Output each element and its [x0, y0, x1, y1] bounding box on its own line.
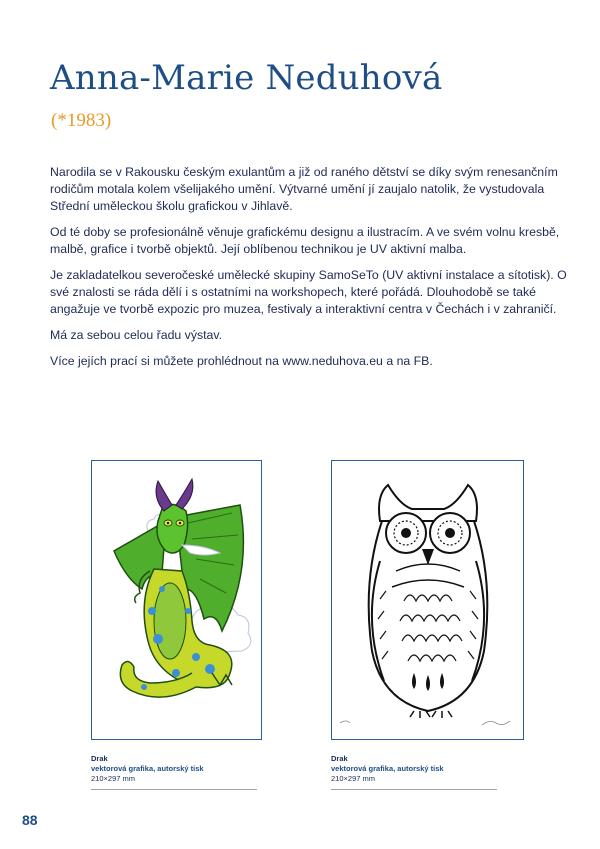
- bio-paragraph: Od té doby se profesionálně věnuje grafickému designu a ilustracím. A ve svém volnu kresbě, malbě, grafice i tvorbě objektů. Její oblíbenou technikou je UV aktivní malba.: [50, 225, 560, 256]
- birth-year: (*1983): [51, 110, 112, 131]
- caption-divider: [331, 789, 497, 790]
- artwork-size: 210×297 mm: [91, 774, 135, 783]
- bio-paragraph: Je zakladatelkou severočeské umělecké skupiny SamoSeTo (UV aktivní instalace a sítotisk). O své znalosti se ráda dělí i s ostatními na workshopech, které pořádá. Dlouhodobě se také angažuje ve tvorbě expozic pro muzea, festivaly a interaktivní centra v Čechách i v zahraničí.: [50, 268, 567, 316]
- page-number: 88: [22, 812, 38, 828]
- artwork-caption: [91, 754, 204, 784]
- artwork-technique: vektorová grafika, autorský tisk: [331, 764, 444, 773]
- artwork-title: Drak: [91, 754, 108, 763]
- bio-paragraph: Více jejích prací si můžete prohlédnout na www.neduhova.eu a na FB.: [50, 354, 433, 368]
- artwork-dragon-frame: [91, 460, 262, 740]
- artwork-size: 210×297 mm: [331, 774, 375, 783]
- caption-divider: [91, 789, 257, 790]
- artwork-caption: [331, 754, 444, 784]
- bio-paragraph: Má za sebou celou řadu výstav.: [50, 328, 223, 342]
- bio-paragraph: Narodila se v Rakousku českým exulantům a již od raného dětství se díky svým renesančním rodičům motala kolem všelijakého umění. Výtvarné umění jí zaujalo natolik, že vystudovala Střední uměleckou školu grafickou v Jihlavě.: [50, 165, 558, 213]
- artwork-owl-frame: [331, 460, 524, 740]
- artist-name: Anna-Marie Neduhová: [50, 58, 443, 98]
- artwork-technique: vektorová grafika, autorský tisk: [91, 764, 204, 773]
- artwork-title: Drak: [331, 754, 348, 763]
- dragon-illustration: [92, 461, 261, 739]
- artist-biography: [50, 164, 570, 379]
- owl-illustration: [332, 461, 523, 739]
